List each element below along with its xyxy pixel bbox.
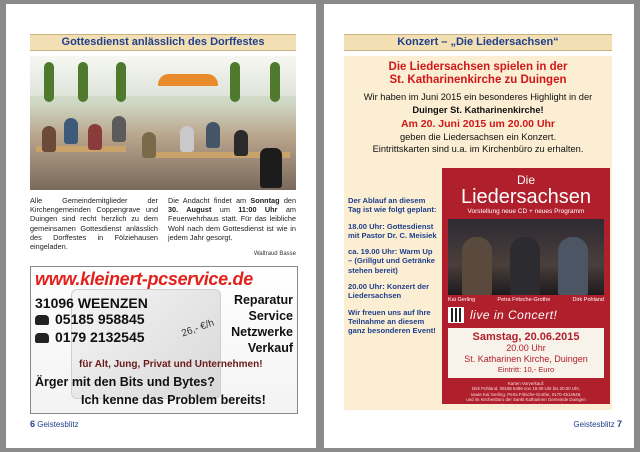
guest-figure [260, 148, 282, 188]
left-page-footer [30, 419, 79, 429]
concert-date-line: Am 20. Juni 2015 um 20.00 Uhr [400, 118, 556, 130]
intro-tickets: Eintrittskarten sind u.a. im Kirchenbüro zu erhalten. [372, 144, 584, 154]
musician-singer [510, 237, 540, 295]
member-name: Petra Fritsche-Grothe [497, 297, 551, 303]
guest-figure [180, 126, 194, 152]
ad-slogan-question: Ärger mit den Bits und Bytes? [35, 375, 215, 389]
concert-title-line-1: Die Liedersachsen spielen in der [388, 61, 568, 73]
intro-line: Wir haben im Juni 2015 ein besonderes Highlight in der [363, 92, 593, 102]
ad-service-item: Verkauf [247, 341, 293, 355]
guest-figure [142, 132, 156, 158]
page-number: 7 [616, 419, 622, 429]
presale-line: Mo. und Fr. von 10.00 Uhr bis 18.00 Uhr [486, 402, 566, 408]
poster-event-info [448, 328, 604, 378]
qr-code-icon[interactable] [448, 307, 464, 323]
article-column-1: Alle Gemeindemitglieder der Kirchengemeinden Coppengrave und Duingen sind recht herzlich zu dem gemeinsamen Gottesdienst anlässlich des Dorffestes in Fölziehausen eingeladen. [30, 196, 158, 252]
poster-venue: St. Katharinen Kirche, Duingen [464, 354, 588, 364]
left-page [6, 4, 316, 448]
schedule-item: 20.00 Uhr: Konzert der Liedersachsen [348, 282, 430, 301]
plant-decoration [44, 62, 54, 102]
schedule-item: Der Ablauf an diesem Tag ist wie folgt geplant: [348, 196, 437, 215]
guest-figure [234, 130, 248, 156]
text-bold: 30. August [168, 205, 212, 215]
article-column-2 [168, 196, 296, 242]
ad-service-item: Reparatur [233, 293, 293, 307]
magazine-name: Geistesblitz [37, 420, 79, 429]
ad-audience: für Alt, Jung, Privat und Unternehmen! [79, 359, 263, 370]
ad-phone-mobile [35, 329, 145, 345]
musician-guitar [462, 237, 492, 295]
schedule-item: ca. 19.00 Uhr: Warm Up – (Grillgut und Getränke stehen bereit) [348, 247, 435, 275]
poster-date: Samstag, 20.06.2015 [472, 331, 580, 343]
text-run: den [279, 196, 297, 205]
pc-service-advertisement [30, 266, 298, 414]
guest-figure [88, 124, 102, 150]
poster-subtitle: Vorstellung neue CD + neues Programm [467, 208, 585, 215]
ad-service-item: Service [248, 309, 293, 323]
concert-announcement [344, 56, 612, 410]
member-name: Dirk Pohland [572, 297, 604, 303]
member-name: Kai Gerling [448, 297, 476, 303]
concert-intro [344, 56, 612, 155]
schedule-item: Wir freuen uns auf Ihre Teilnahme an diesem ganz besonderen Event! [348, 307, 436, 336]
article-author: Waltraud Basse [253, 251, 296, 257]
schedule-item: 18.00 Uhr: Gottesdienst mit Pastor Dr. C. Meisiek [348, 221, 437, 240]
phone-number: 0179 2132545 [55, 329, 145, 345]
presale-line: Dirk Pohland, 05185 6486 von 19.00 Uhr bis 20.00 Uhr, [472, 386, 580, 392]
ad-website-url[interactable]: www.kleinert-pcservice.de [35, 269, 253, 289]
guest-figure [112, 116, 126, 142]
ad-slogan-answer: Ich kenne das Problem bereits! [81, 393, 266, 407]
text-bold: 11:00 Uhr [238, 205, 278, 215]
poster-band-name: Liedersachsen [460, 186, 592, 208]
intro-church: Duinger St. Katharinenkirche! [412, 105, 544, 115]
concert-title-line-2: St. Katharinenkirche zu Duingen [389, 74, 567, 86]
musician-accordion [558, 237, 588, 295]
ad-service-item: Netzwerke [231, 325, 293, 339]
intro-line: geben die Liedersachsen ein Konzert. [399, 132, 557, 142]
text-run: am Feuerwehrhaus statt. Für das leibliche Wohl nach dem Gottesdienst ist wie in jedem Jahr gesorgt. [168, 205, 296, 242]
guest-figure [206, 122, 220, 148]
text-run: um [211, 205, 239, 215]
poster-live-text: live in Concert! [470, 308, 558, 322]
guest-figure [64, 118, 78, 144]
plant-decoration [116, 62, 126, 102]
plant-decoration [78, 62, 88, 102]
ad-postal-city: 31096 WEENZEN [35, 295, 148, 311]
presale-line: sowie Kai Gerling, Petra Fritsche-Grothe, 0170-4514648, [470, 391, 582, 397]
ad-phone-landline [35, 311, 145, 327]
event-schedule [348, 196, 438, 343]
telephone-icon [35, 333, 49, 343]
concert-poster [442, 168, 610, 408]
band-photo [448, 219, 604, 295]
poster-price: Eintritt: 10,- Euro [497, 365, 555, 374]
telephone-icon [35, 315, 49, 325]
text-bold: Sonntag [250, 196, 280, 205]
phone-number: 05185 958845 [55, 311, 145, 327]
right-page-footer [573, 419, 622, 429]
presale-line: Karten Vorverkauf: [507, 381, 545, 386]
festival-tent-photo [30, 56, 296, 190]
poster-die: Die [516, 173, 535, 187]
right-page [324, 4, 634, 448]
presale-line: und im Kirchenbüro der Sankt Katharinen Gemeinde Duingen [466, 397, 586, 403]
text-run: Die Andacht findet am [168, 196, 251, 205]
poster-time: 20.00 Uhr [506, 343, 546, 353]
page-number: 6 [30, 419, 36, 429]
poster-live-row [448, 307, 604, 323]
orange-umbrella [158, 74, 218, 86]
poster-member-names [448, 297, 604, 303]
magazine-name: Geistesblitz [573, 420, 615, 429]
poster-presale-info [442, 381, 610, 408]
plant-decoration [270, 62, 280, 102]
plant-decoration [230, 62, 240, 102]
ad-hourly-price: 26,- €/h [180, 317, 216, 340]
right-page-header: Konzert – „Die Liedersachsen“ [344, 34, 612, 51]
left-page-header: Gottesdienst anlässlich des Dorffestes [30, 34, 296, 51]
guest-figure [42, 126, 56, 152]
